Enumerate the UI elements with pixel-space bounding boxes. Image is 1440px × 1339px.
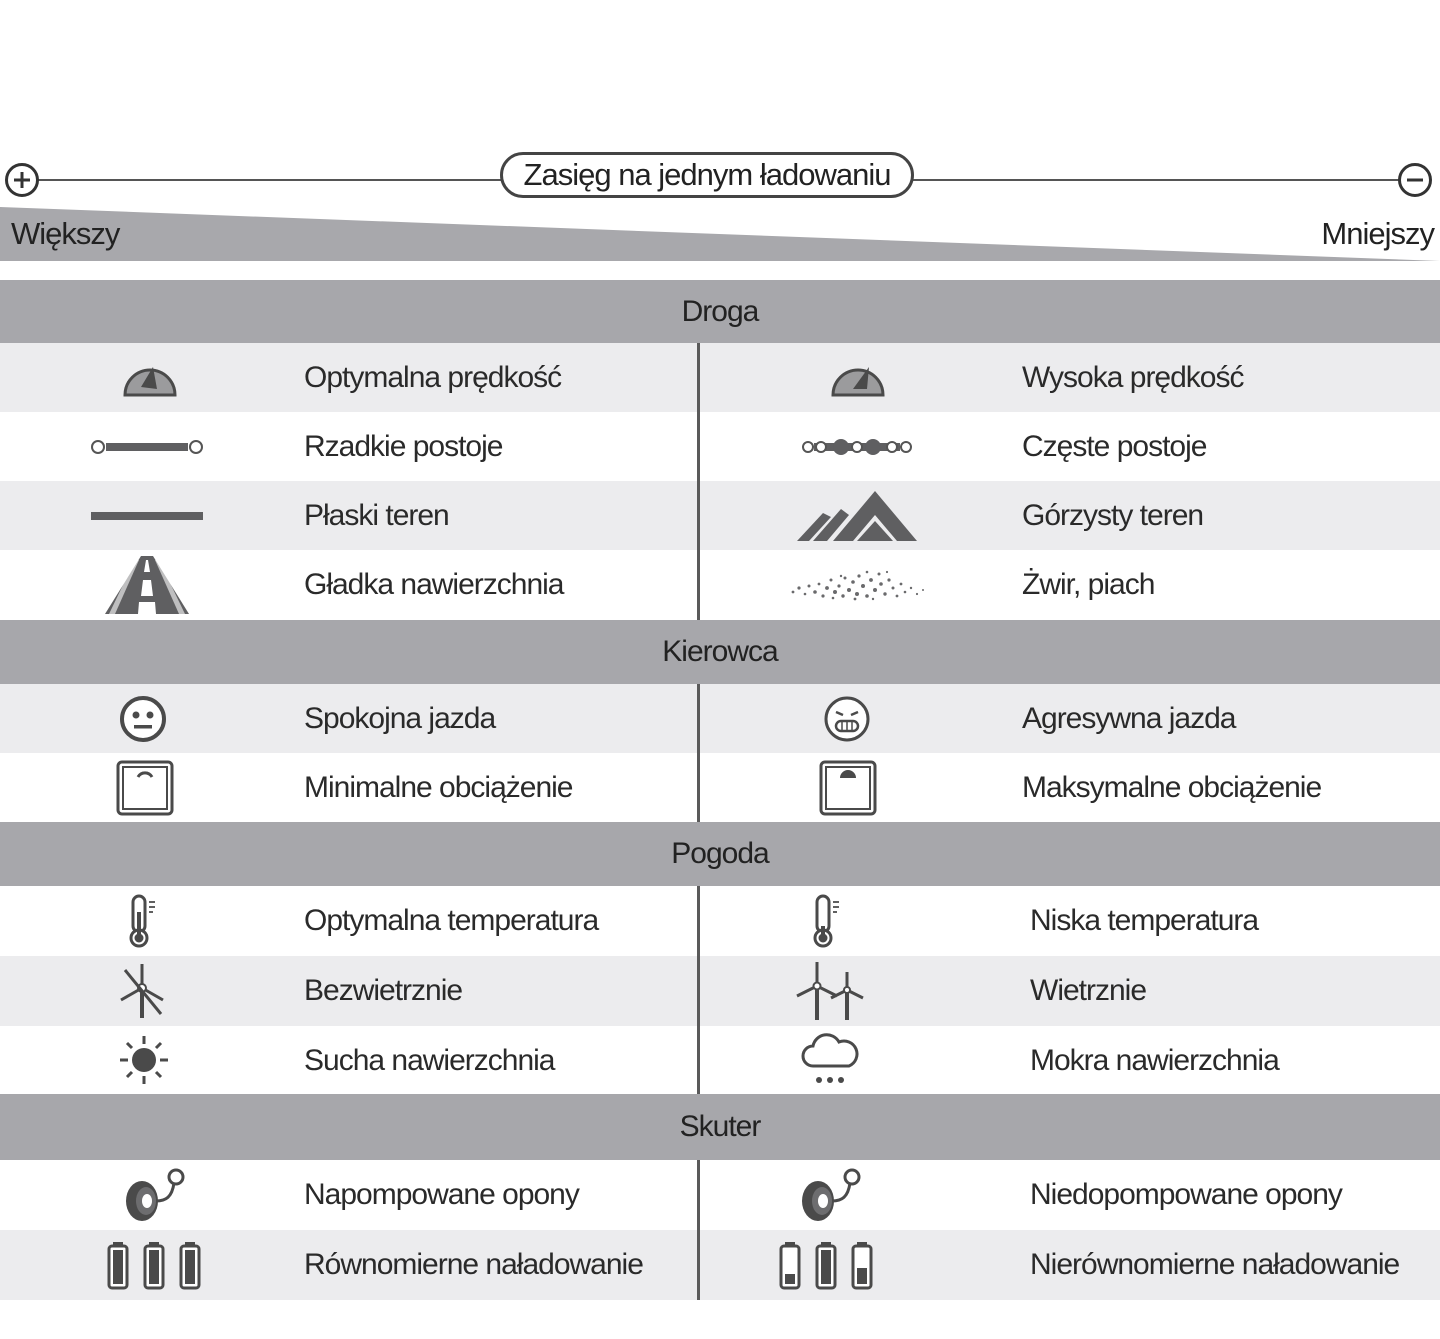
more-range-label: Większy: [11, 216, 120, 251]
rain-cloud-icon: [798, 1026, 862, 1094]
thermometer-low-icon: [808, 886, 848, 956]
left-label: Optymalna temperatura: [304, 904, 599, 937]
smooth-road-icon: [104, 550, 190, 620]
section-title: Pogoda: [671, 837, 769, 870]
scale-line-right: [912, 179, 1400, 181]
no-wind-icon: [114, 956, 170, 1026]
table-row: [0, 550, 1440, 620]
gravel-icon: [786, 550, 928, 620]
right-label: Mokra nawierzchnia: [1030, 1044, 1279, 1077]
left-label: Równomierne naładowanie: [304, 1248, 643, 1281]
left-label: Spokojna jazda: [304, 702, 496, 735]
left-label: Sucha nawierzchnia: [304, 1044, 555, 1077]
table-row: [0, 684, 1440, 753]
section-title: Skuter: [679, 1110, 761, 1143]
battery-even-icon: [106, 1230, 202, 1300]
table-row: [0, 343, 1440, 412]
range-wedge: [0, 207, 1440, 261]
table-row: [0, 956, 1440, 1026]
right-label: Wysoka prędkość: [1022, 361, 1244, 394]
scale-max-icon: [817, 753, 879, 822]
right-label: Żwir, piach: [1022, 568, 1155, 601]
left-label: Optymalna prędkość: [304, 361, 562, 394]
speedometer-high-icon: [818, 343, 898, 412]
minus-icon: [1398, 163, 1432, 197]
section-header-kierowca: [0, 620, 1440, 684]
right-label: Niedopompowane opony: [1030, 1178, 1342, 1211]
rare-stops-icon: [88, 412, 206, 481]
left-label: Płaski teren: [304, 499, 449, 532]
wind-turbines-icon: [792, 956, 868, 1026]
section-header-pogoda: [0, 822, 1440, 886]
scale-line-left: [38, 179, 504, 181]
column-divider: [697, 684, 700, 822]
flat-terrain-icon: [90, 481, 204, 550]
calm-face-icon: [112, 684, 174, 753]
left-label: Bezwietrznie: [304, 974, 463, 1007]
right-label: Częste postoje: [1022, 430, 1207, 463]
less-range-label: Mniejszy: [1321, 216, 1434, 251]
table-row: [0, 1026, 1440, 1094]
right-label: Górzysty teren: [1022, 499, 1204, 532]
section-header-droga: [0, 280, 1440, 343]
table-row: [0, 412, 1440, 481]
angry-face-icon: [816, 684, 878, 753]
table-row: [0, 1160, 1440, 1230]
right-label: Nierównomierne naładowanie: [1030, 1248, 1400, 1281]
column-divider: [697, 343, 700, 620]
left-label: Rzadkie postoje: [304, 430, 503, 463]
left-label: Gładka nawierzchnia: [304, 568, 564, 601]
table-row: [0, 481, 1440, 550]
thermometer-optimal-icon: [124, 886, 164, 956]
section-title: Droga: [681, 294, 759, 328]
section-header-skuter: [0, 1094, 1440, 1160]
right-label: Agresywna jazda: [1022, 702, 1236, 735]
table-row: [0, 1230, 1440, 1300]
battery-uneven-icon: [778, 1230, 874, 1300]
right-label: Maksymalne obciążenie: [1022, 771, 1322, 804]
speedometer-low-icon: [110, 343, 190, 412]
sun-icon: [116, 1026, 172, 1094]
section-title: Kierowca: [662, 635, 778, 668]
table-row: [0, 753, 1440, 822]
plus-icon: [5, 163, 39, 197]
table-row: [0, 886, 1440, 956]
right-label: Wietrznie: [1030, 974, 1147, 1007]
frequent-stops-icon: [797, 412, 917, 481]
range-title: Zasięg na jednym ładowaniu: [500, 152, 914, 198]
mountain-terrain-icon: [796, 481, 918, 550]
right-label: Niska temperatura: [1030, 904, 1259, 937]
left-label: Napompowane opony: [304, 1178, 579, 1211]
column-divider: [697, 1160, 700, 1300]
left-label: Minimalne obciążenie: [304, 771, 573, 804]
scale-min-icon: [114, 753, 176, 822]
tire-underinflated-icon: [796, 1160, 866, 1230]
tire-inflated-icon: [120, 1160, 190, 1230]
column-divider: [697, 886, 700, 1094]
